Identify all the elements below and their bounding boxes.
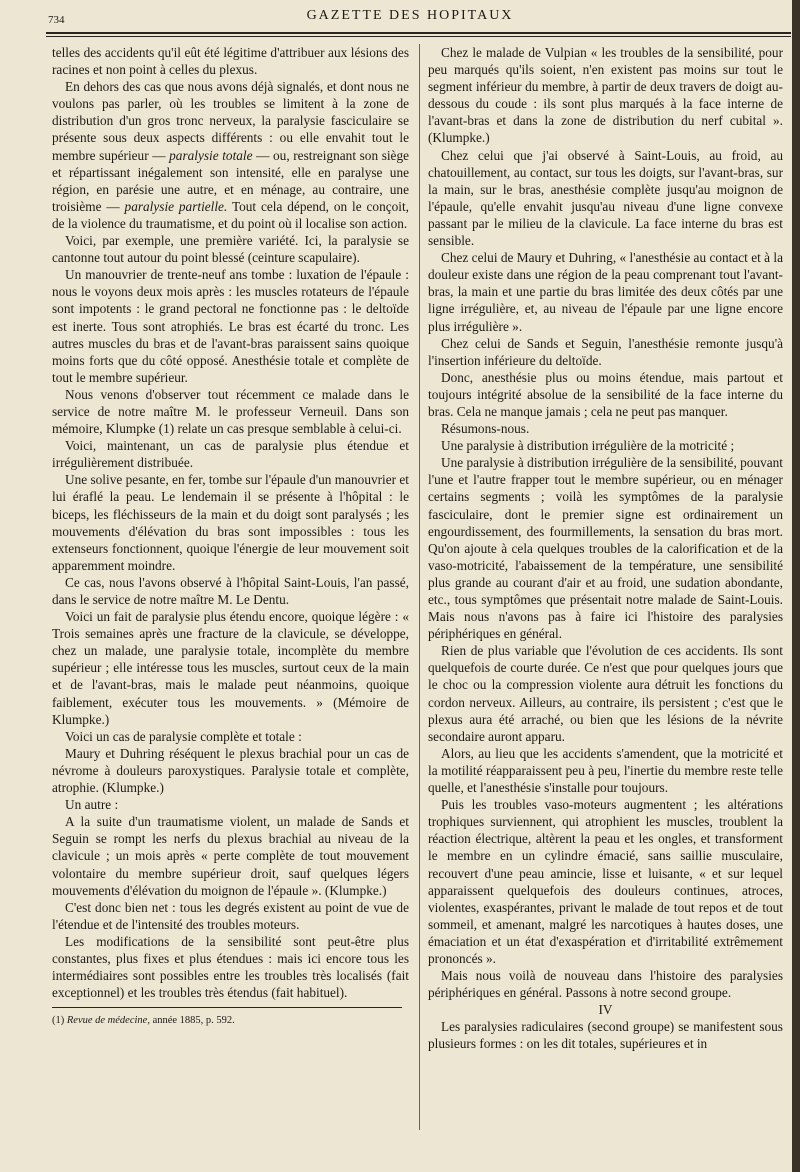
paragraph: Nous venons d'observer tout récemment ce malade dans le service de notre maître M. le professeur Verneuil. Dans son mémoire, Klumpke (1) relate un cas presque semblable à celui-ci. xyxy=(52,386,409,437)
paragraph: Les paralysies radiculaires (second groupe) se manifestent sous plusieurs formes : on les dit totales, supérieures et in xyxy=(428,1019,783,1052)
paragraph: C'est donc bien net : tous les degrés existent au point de vue de l'étendue et de l'intensité des troubles moteurs. xyxy=(52,899,409,932)
paragraph: Rien de plus variable que l'évolution de ces accidents. Ils sont quelquefois de courte durée. Ce n'est que pour quelques jours que le choc ou la compression violente aura détruit les fonctions du cordon nerveux. Ailleurs, au contraire, ils persistent ; c'est que le plexus aura été arraché, ou bien que les lésions de la névrite secondaire auront apparu. xyxy=(428,643,783,744)
paragraph: Une paralysie à distribution irrégulière de la sensibilité, pouvant l'une et l'autre frapper tout le membre supérieur, ou en ménager certains segments ; voilà les symptômes de la paralysie fasciculaire, dont le premier signe est ordinairement un engourdissement, des fourmillements, la sensation du bras mort. Qu'on ajoute à cela quelques troubles de la calorification et de la vaso-motricité, l'abaissement de la température, une sensibilité plus grande au courant d'air et au froid, une sudation abondante, etc., tous symptômes que présentait notre malade de Saint-Louis. Mais nous n'avons pas à faire ici l'histoire des paralysies périphériques en général. xyxy=(428,455,783,642)
paragraph: Alors, au lieu que les accidents s'amendent, que la motricité et la motilité réapparaissent peu à peu, l'inertie du membre reste telle quelle, et l'anesthésie s'installe pour toujours. xyxy=(428,745,783,796)
paragraph: Résumons-nous. xyxy=(441,421,530,437)
journal-title: GAZETTE DES HOPITAUX xyxy=(306,8,514,23)
paragraph: Voici, par exemple, une première variété. Ici, la paralysie se cantonne tout autour du point blessé (ceinture scapulaire). xyxy=(52,233,409,266)
paragraph: Les modifications de la sensibilité sont peut-être plus constantes, plus fixes et plus étendues : mais ici encore tous les intermédiaires sont possibles entre les troubles très localisés (fait exceptionnel) et les troubles très étendus (fait habituel). xyxy=(52,933,409,1001)
page-number: 734 xyxy=(48,14,65,26)
paragraph: Chez celui de Maury et Duhring, « l'anesthésie au contact et à la douleur existe dans une région de la peau comprenant tout l'avant-bras, la main et une partie du bras limitée des deux côtés par une ligne irrégulière, et, au niveau de l'épaule par une ligne encore plus irrégulière ». xyxy=(428,250,783,334)
paragraph: Voici un fait de paralysie plus étendu encore, quoique légère : « Trois semaines après une fracture de la clavicule, se développe, chez un malade, une paralysie totale, incomplète du membre supérieur ; elle intéresse tous les muscles, surtout ceux de la main et de l'avant-bras, mais le malade peut néanmoins, quoique faiblement, exécuter tous les mouvements. » (Mémoire de Klumpke.) xyxy=(52,609,409,727)
page-edge xyxy=(792,0,800,1172)
column-divider xyxy=(419,44,420,1130)
paragraph: Chez le malade de Vulpian « les troubles de la sensibilité, pour peu marqués qu'ils soient, n'en existent pas moins sur tout le segment inférieur du membre, à partir de deux travers de doigt au-dessous du coude : ils sont plus marqués à la face interne de l'avant-bras et dans la zone de distribution du nerf cubital ». (Klumpke.) xyxy=(428,45,783,146)
emphasis: paralysie totale xyxy=(169,147,253,163)
paragraph: Une paralysie à distribution irrégulière de la motricité ; xyxy=(441,438,735,454)
paragraph: telles des accidents qu'il eût été légitime d'attribuer aux lésions des racines et non point à celles du plexus. xyxy=(52,45,409,78)
paragraph: Mais nous voilà de nouveau dans l'histoire des paralysies périphériques en général. Passons à notre second groupe. xyxy=(428,968,783,1001)
paragraph: Voici un cas de paralysie complète et totale : xyxy=(65,728,302,744)
paragraph: Un manouvrier de trente-neuf ans tombe : luxation de l'épaule : nous le voyons deux mois après : les muscles rotateurs de l'épaule sont impotents : le grand pectoral ne fonctionne pas : le deltoïde est inerte. Tous sont atrophiés. Le bras est écarté du tronc. Les autres muscles du bras et de l'avant-bras paraissent sains quoique moins forts que du côté opposé. Anesthésie totale et complète de tout le membre supérieur. xyxy=(52,267,409,385)
emphasis: paralysie partielle. xyxy=(124,198,228,214)
paragraph: Chez celui de Sands et Seguin, l'anesthésie remonte jusqu'à l'insertion inférieure du deltoïde. xyxy=(428,335,783,368)
footnote: (1) Revue de médecine, année 1885, p. 592. xyxy=(52,1015,235,1027)
paragraph: Un autre : xyxy=(65,797,119,813)
paragraph: Chez celui que j'ai observé à Saint-Louis, au froid, au chatouillement, au contact, sur tous les doigts, sur l'avant-bras, sur la main, sur le bras, anesthésie complète jusqu'au moignon de l'épaule, qu'elle envahit jusqu'au niveau d'une ligne convexe passant par le milieu de la clavicule. La face interne du bras est sensible. xyxy=(428,147,783,249)
header-rule-thick xyxy=(46,32,791,34)
paragraph: Puis les troubles vaso-moteurs augmentent ; les altérations trophiques surviennent, qui atrophient les muscles, troublent la réaction électrique, altèrent la peau et les ongles, et transforment le membre en un cylindre émacié, sans saillie musculaire, recouvert d'une peau amincie, lisse et luisante, « et sur lequel apparaissent quelquefois des douleurs continues, atroces, violentes, exaspérantes, privant le malade de tout repos et de tout sommeil, et amenant, malgré les narcotiques à hautes doses, une émaciation et un état d'exaspération et d'irritabilité extrêmement prononcés ». xyxy=(428,797,783,966)
page-header xyxy=(40,8,780,28)
paragraph: Ce cas, nous l'avons observé à l'hôpital Saint-Louis, l'an passé, dans le service de notre maître M. Le Dentu. xyxy=(52,574,409,607)
header-rule-thin xyxy=(46,36,791,37)
paragraph: Une solive pesante, en fer, tombe sur l'épaule d'un manouvrier et lui éraflé la peau. Le lendemain il se présente à l'hôpital : le biceps, les fléchisseurs de la main et du doigt sont paralysés ; les mouvements d'élévation du bras sont impossibles : tous les extenseurs fonctionnent, quoique l'énergie de leur mouvement soit apparemment moindre. xyxy=(52,472,409,573)
paragraph: En dehors des cas que nous avons déjà signalés, et dont nous ne voulons pas parler, où les troubles se limitent à la zone de distribution d'un gros tronc nerveux, la paralysie fasciculaire se présente sous deux aspects différents : ou elle envahit tout le membre supérieur — paralysie totale — ou, restreignant son siège et répartissant inégalement son intensité, elle en paralyse une région, en parésie une autre, et en ménage, au contraire, une troisième — paralysie partielle. Tout cela dépend, on le conçoit, de la violence du traumatisme, et du point où il localise son action. xyxy=(52,79,410,231)
paragraph: A la suite d'un traumatisme violent, un malade de Sands et Seguin se rompt les nerfs du plexus brachial au niveau de la clavicule ; un mois après « perte complète de tout mouvement volontaire du membre supérieur droit, sauf quelques légers mouvements d'élévation du moignon de l'épaule ». (Klumpke.) xyxy=(52,814,409,898)
right-column xyxy=(428,44,783,1053)
paragraph: Maury et Duhring réséquent le plexus brachial pour un cas de névrome à douleurs paroxystiques. Paralysie totale et complète, atrophie. (Klumpke.) xyxy=(52,745,409,796)
section-heading: IV xyxy=(598,1002,613,1018)
paragraph: Voici, maintenant, un cas de paralysie plus étendue et irrégulièrement distribuée. xyxy=(52,438,409,471)
footnote-rule xyxy=(52,1007,402,1008)
paragraph: Donc, anesthésie plus ou moins étendue, mais partout et toujours intégrité absolue de la sensibilité de la face interne du bras. Cela ne manque jamais ; cela ne peut pas manquer. xyxy=(428,369,783,419)
left-column xyxy=(52,44,409,1027)
